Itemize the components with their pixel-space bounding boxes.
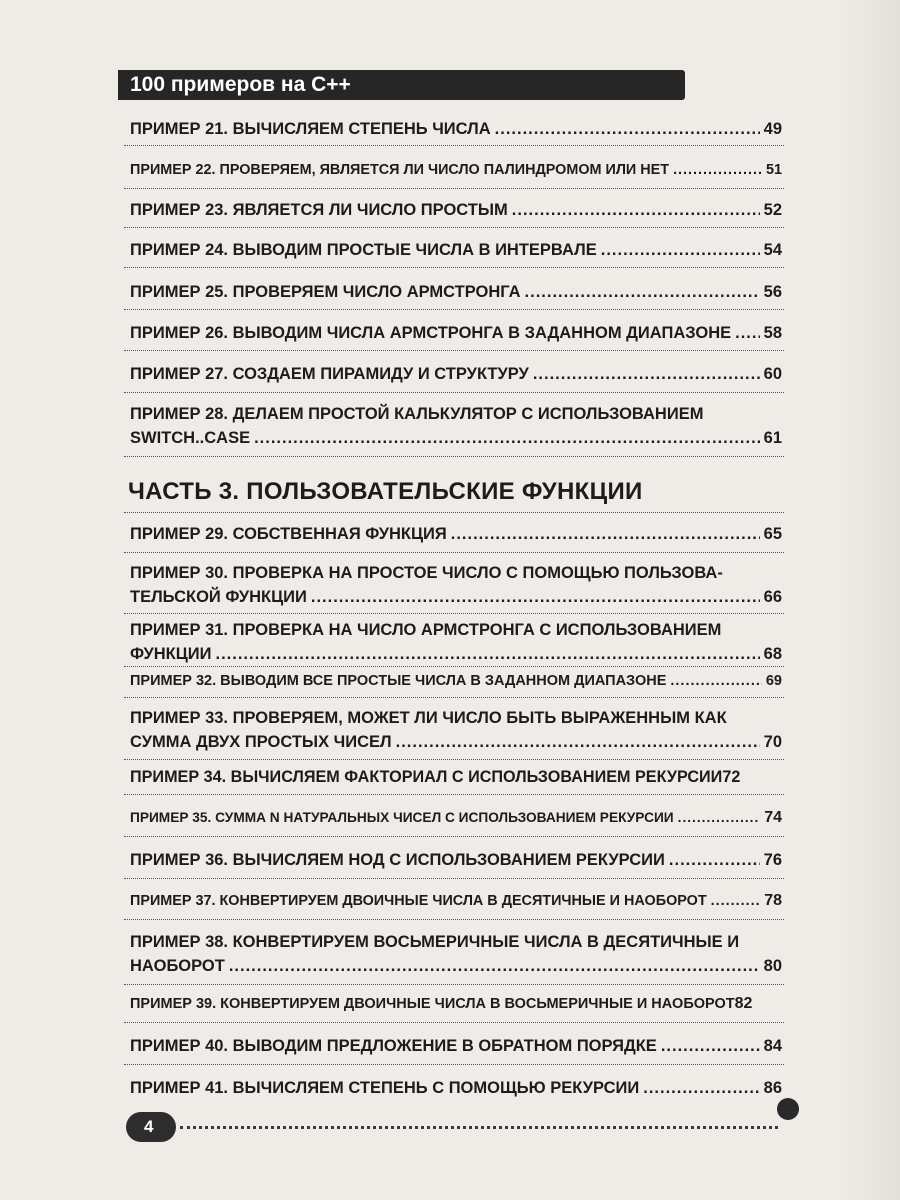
toc-entry-title: ПРИМЕР 23. ЯВЛЯЕТСЯ ЛИ ЧИСЛО ПРОСТЫМ xyxy=(130,201,508,219)
toc-entry-page: 56 xyxy=(763,283,782,301)
toc-entry-page: 60 xyxy=(763,365,782,383)
toc-entry-title: ПРИМЕР 27. СОЗДАЕМ ПИРАМИДУ И СТРУКТУРУ xyxy=(130,365,529,383)
toc-entry-title-cont: SWITCH..CASE xyxy=(130,429,251,447)
divider xyxy=(124,919,784,921)
toc-entry-22 xyxy=(130,158,782,182)
toc-entry-title: ПРИМЕР 34. ВЫЧИСЛЯЕМ ФАКТОРИАЛ С ИСПОЛЬЗОВАНИЕМ РЕКУРСИИ xyxy=(130,768,723,786)
toc-entry-title: ПРИМЕР 38. КОНВЕРТИРУЕМ ВОСЬМЕРИЧНЫЕ ЧИСЛА В ДЕСЯТИЧНЫЕ И xyxy=(130,933,740,951)
toc-entry-title: ПРИМЕР 37. КОНВЕРТИРУЕМ ДВОИЧНЫЕ ЧИСЛА В ДЕСЯТИЧНЫЕ И НАОБОРОТ xyxy=(130,893,707,909)
toc-entry-35 xyxy=(130,806,782,830)
toc-entry-page: 49 xyxy=(763,120,782,138)
toc-entry-page: 66 xyxy=(763,588,782,606)
divider xyxy=(124,309,784,311)
toc-entry-title-cont: СУММА ДВУХ ПРОСТЫХ ЧИСЕЛ xyxy=(130,733,392,751)
divider xyxy=(124,697,784,699)
toc-entry-39 xyxy=(130,992,782,1016)
toc-entry-page: 70 xyxy=(763,733,782,751)
divider xyxy=(124,552,784,554)
toc-entry-38 xyxy=(130,930,782,978)
toc-entry-title: ПРИМЕР 36. ВЫЧИСЛЯЕМ НОД С ИСПОЛЬЗОВАНИЕМ РЕКУРСИИ xyxy=(130,851,665,869)
page-shadow xyxy=(840,0,900,1200)
toc-entry-title: ПРИМЕР 25. ПРОВЕРЯЕМ ЧИСЛО АРМСТРОНГА xyxy=(130,283,521,301)
toc-entry-page: 86 xyxy=(763,1079,782,1097)
toc-entry-title: ПРИМЕР 22. ПРОВЕРЯЕМ, ЯВЛЯЕТСЯ ЛИ ЧИСЛО ПАЛИНДРОМОМ ИЛИ НЕТ xyxy=(130,162,670,178)
toc-entry-23 xyxy=(130,198,782,222)
toc-entry-32 xyxy=(130,669,782,693)
toc-entry-title-cont: ТЕЛЬСКОЙ ФУНКЦИИ xyxy=(130,588,307,606)
toc-entry-24 xyxy=(130,238,782,262)
divider xyxy=(124,267,784,269)
toc-entry-page: 68 xyxy=(763,645,782,663)
toc-entry-34 xyxy=(130,765,782,789)
divider xyxy=(124,227,784,229)
divider xyxy=(124,613,784,615)
toc-entry-25 xyxy=(130,280,782,304)
toc-entry-30 xyxy=(130,561,782,609)
toc-entry-title: ПРИМЕР 32. ВЫВОДИМ ВСЕ ПРОСТЫЕ ЧИСЛА В ЗАДАННОМ ДИАПАЗОНЕ xyxy=(130,673,667,689)
toc-entry-page: 51 xyxy=(765,162,782,178)
toc-entry-page: 52 xyxy=(763,201,782,219)
toc-entry-41 xyxy=(130,1076,782,1100)
toc-entry-title: ПРИМЕР 35. СУММА N НАТУРАЛЬНЫХ ЧИСЕЛ С ИСПОЛЬЗОВАНИЕМ РЕКУРСИИ xyxy=(130,810,674,825)
toc-entry-page: 82 xyxy=(734,995,753,1012)
toc-entry-page: 74 xyxy=(764,809,782,826)
divider xyxy=(124,1022,784,1024)
divider xyxy=(124,1064,784,1066)
toc-entry-title: ПРИМЕР 39. КОНВЕРТИРУЕМ ДВОИЧНЫЕ ЧИСЛА В ВОСЬМЕРИЧНЫЕ И НАОБОРОТ xyxy=(130,996,735,1012)
toc-entry-page: 69 xyxy=(765,673,782,689)
divider xyxy=(124,350,784,352)
toc-entry-title: ПРИМЕР 26. ВЫВОДИМ ЧИСЛА АРМСТРОНГА В ЗАДАННОМ ДИАПАЗОНЕ xyxy=(130,324,732,342)
toc-entry-37 xyxy=(130,889,782,913)
toc-entry-36 xyxy=(130,848,782,872)
toc-entry-40 xyxy=(130,1034,782,1058)
toc-entry-27 xyxy=(130,362,782,386)
toc-entry-title: ПРИМЕР 33. ПРОВЕРЯЕМ, МОЖЕТ ЛИ ЧИСЛО БЫТЬ ВЫРАЖЕННЫМ КАК xyxy=(130,709,727,727)
divider xyxy=(124,392,784,394)
toc-entry-title: ПРИМЕР 41. ВЫЧИСЛЯЕМ СТЕПЕНЬ С ПОМОЩЬЮ РЕКУРСИИ xyxy=(130,1079,640,1097)
page-number: 4 xyxy=(144,1117,154,1136)
toc-entry-title: ПРИМЕР 40. ВЫВОДИМ ПРЕДЛОЖЕНИЕ В ОБРАТНОМ ПОРЯДКЕ xyxy=(130,1037,657,1055)
divider xyxy=(124,512,784,514)
footer-dotted-rule xyxy=(180,1126,778,1129)
toc-entry-page: 80 xyxy=(763,957,782,975)
divider xyxy=(124,456,784,458)
toc-entry-28 xyxy=(130,402,782,450)
toc-entry-title: ПРИМЕР 21. ВЫЧИСЛЯЕМ СТЕПЕНЬ ЧИСЛА xyxy=(130,120,491,138)
toc-entry-page: 61 xyxy=(763,429,782,447)
toc-entry-title-cont: НАОБОРОТ xyxy=(130,957,225,975)
toc-entry-26 xyxy=(130,321,782,345)
toc-entry-title: ПРИМЕР 28. ДЕЛАЕМ ПРОСТОЙ КАЛЬКУЛЯТОР С ИСПОЛЬЗОВАНИЕМ xyxy=(130,405,704,423)
toc-entry-page: 54 xyxy=(763,241,782,259)
divider xyxy=(124,836,784,838)
toc-entry-page: 72 xyxy=(722,768,741,786)
toc-entry-title: ПРИМЕР 31. ПРОВЕРКА НА ЧИСЛО АРМСТРОНГА С ИСПОЛЬЗОВАНИЕМ xyxy=(130,621,722,639)
toc-entry-title: ПРИМЕР 30. ПРОВЕРКА НА ПРОСТОЕ ЧИСЛО С ПОМОЩЬЮ ПОЛЬЗОВА- xyxy=(130,564,723,582)
toc-entry-page: 78 xyxy=(764,892,782,909)
toc-entry-31 xyxy=(130,618,782,666)
divider xyxy=(124,759,784,761)
toc-entry-title-cont: ФУНКЦИИ xyxy=(130,645,212,663)
part-heading: ЧАСТЬ 3. ПОЛЬЗОВАТЕЛЬСКИЕ ФУНКЦИИ xyxy=(128,478,643,505)
divider xyxy=(124,878,784,880)
toc-entry-title: ПРИМЕР 29. СОБСТВЕННАЯ ФУНКЦИЯ xyxy=(130,525,447,543)
divider xyxy=(124,666,784,668)
toc-entry-page: 84 xyxy=(763,1037,782,1055)
toc-entry-page: 65 xyxy=(763,525,782,543)
toc-entry-page: 76 xyxy=(763,851,782,869)
toc-entry-29 xyxy=(130,522,782,546)
footer-dot-ornament xyxy=(777,1098,799,1120)
toc-entry-page: 58 xyxy=(763,324,782,342)
divider xyxy=(124,188,784,190)
divider xyxy=(124,794,784,796)
divider xyxy=(124,145,784,147)
running-header-title: 100 примеров на C++ xyxy=(130,73,351,96)
toc-entry-33 xyxy=(130,706,782,754)
toc-entry-21 xyxy=(130,117,782,141)
toc-entry-title: ПРИМЕР 24. ВЫВОДИМ ПРОСТЫЕ ЧИСЛА В ИНТЕРВАЛЕ xyxy=(130,241,597,259)
divider xyxy=(124,984,784,986)
